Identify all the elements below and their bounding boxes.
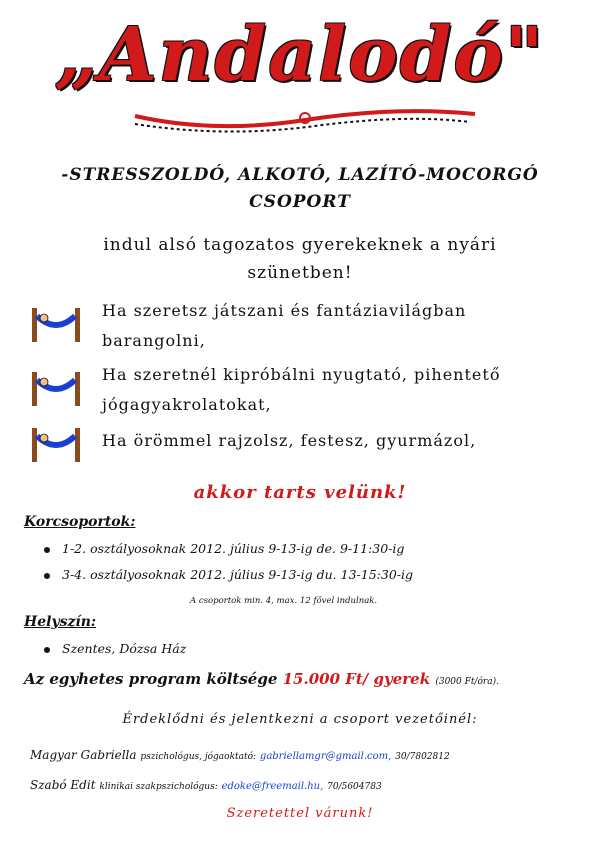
list-item	[44, 636, 186, 662]
hammock-icon	[30, 424, 82, 464]
list-item	[44, 536, 413, 562]
inquire-text: Érdeklődni és jelentkezni a csoport vezetőinél:	[122, 712, 478, 727]
contact-phone: 70/5604783	[327, 782, 382, 792]
swirl-decoration	[125, 96, 485, 136]
contact-row	[30, 778, 382, 792]
contact-email-link[interactable]: gabriellamgr@gmail.com,	[259, 751, 392, 762]
heading-line-1: -STRESSZOLDÓ, ALKOTÓ, LAZÍTÓ-MOCORGÓ	[61, 165, 539, 185]
bullet-dot-icon	[44, 573, 50, 579]
group-note: A csoportok min. 4, max. 12 fővel indulnak.	[190, 596, 378, 606]
cost-line	[24, 670, 499, 688]
cost-price: 15.000 Ft/ gyerek	[282, 670, 431, 688]
contact-role: klinikai szakpszichológus:	[99, 782, 218, 792]
groups-list	[44, 536, 413, 588]
title-block	[0, 12, 600, 98]
subtitle-line-2: szünetben!	[247, 263, 353, 283]
subtitle-line-1: indul alsó tagozatos gyerekeknek a nyári	[103, 235, 497, 255]
group-text: 1-2. osztályosoknak 2012. július 9-13-ig de. 9-11:30-ig	[62, 541, 405, 556]
contact-name: Magyar Gabriella	[30, 748, 137, 762]
list-item	[44, 562, 413, 588]
closing-text: Szeretettel várunk!	[226, 806, 374, 821]
contact-row	[30, 748, 450, 762]
contact-role: pszichológus, jógaoktató:	[140, 752, 257, 762]
location-text: Szentes, Dózsa Ház	[62, 641, 187, 656]
contact-phone: 30/7802812	[395, 752, 450, 762]
bullet-dot-icon	[44, 547, 50, 553]
bullet-text-line-1: Ha örömmel rajzolsz, festesz, gyurmázol,	[102, 431, 477, 450]
call-to-action: akkor tarts velünk!	[193, 482, 407, 503]
bullet-text-line-1: Ha szeretnél kipróbálni nyugtató, pihentető	[102, 365, 501, 384]
bullet-text-line-1: Ha szeretsz játszani és fantáziavilágban	[102, 301, 467, 320]
location-list	[44, 636, 186, 662]
hammock-icon	[30, 304, 82, 344]
bullet-text-line-2: barangolni,	[102, 331, 206, 350]
group-text: 3-4. osztályosoknak 2012. július 9-13-ig du. 13-15:30-ig	[62, 567, 414, 582]
location-label: Helyszín:	[24, 614, 97, 630]
contact-name: Szabó Edit	[30, 778, 96, 792]
bullet-dot-icon	[44, 647, 50, 653]
groups-label: Korcsoportok:	[24, 514, 136, 530]
cost-hour: (3000 Ft/óra).	[435, 677, 499, 687]
contact-email-link[interactable]: edoke@freemail.hu,	[221, 781, 324, 792]
page-title: „Andalodó"	[54, 12, 546, 98]
bullet-text-line-2: jógagyakrolatokat,	[102, 395, 272, 414]
hammock-icon	[30, 368, 82, 408]
heading-line-2: CSOPORT	[249, 192, 351, 212]
cost-prefix: Az egyhetes program költsége	[24, 670, 278, 688]
